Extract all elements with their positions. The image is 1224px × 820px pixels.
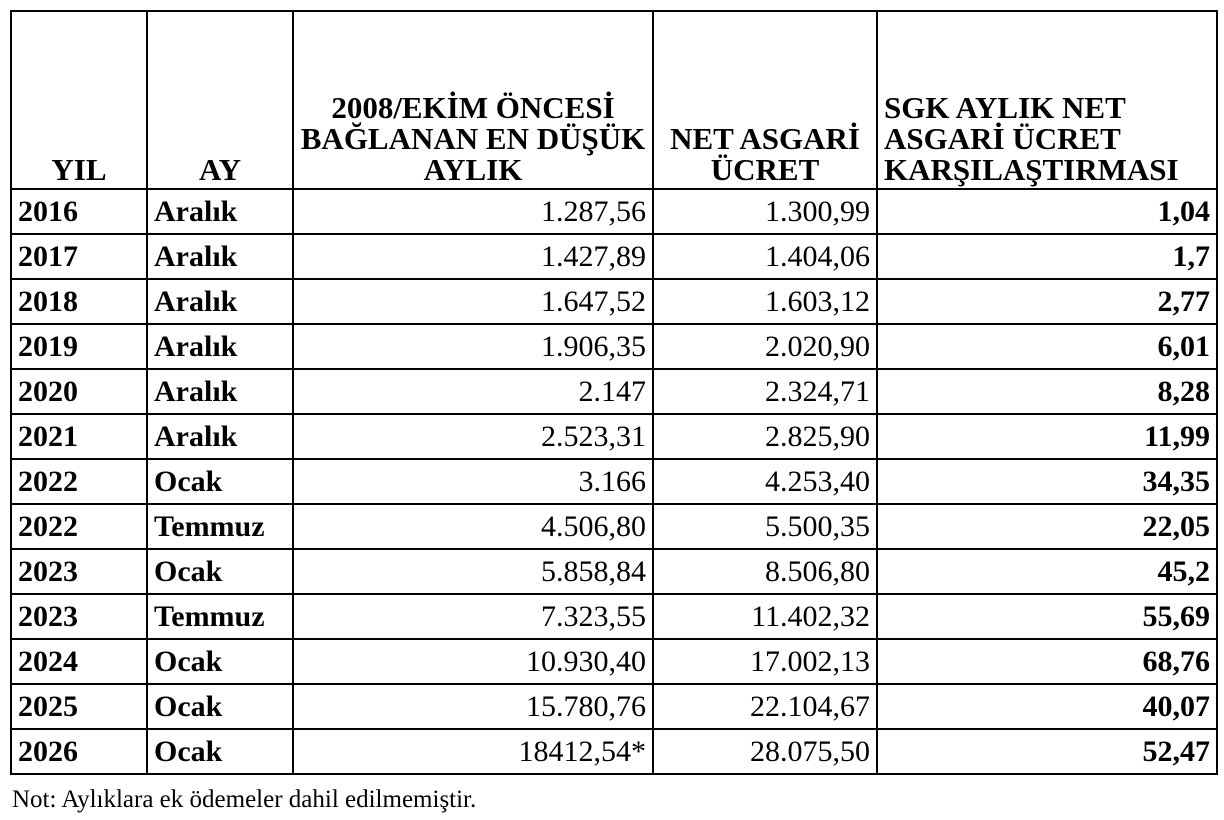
cell-net-minimum-wage: 8.506,80 — [653, 549, 877, 594]
cell-net-minimum-wage: 2.825,90 — [653, 414, 877, 459]
cell-year: 2018 — [11, 279, 147, 324]
cell-year: 2023 — [11, 549, 147, 594]
header-lowest-pension: 2008/EKİM ÖNCESİ BAĞLANAN EN DÜŞÜK AYLIK — [293, 11, 653, 189]
cell-lowest-pension: 1.427,89 — [293, 234, 653, 279]
header-sgk-comparison: SGK AYLIK NET ASGARİ ÜCRET KARŞILAŞTIRMASI — [877, 11, 1217, 189]
cell-lowest-pension: 1.287,56 — [293, 189, 653, 234]
cell-year: 2019 — [11, 324, 147, 369]
cell-lowest-pension: 1.906,35 — [293, 324, 653, 369]
cell-lowest-pension: 5.858,84 — [293, 549, 653, 594]
cell-lowest-pension: 15.780,76 — [293, 684, 653, 729]
table-row — [11, 324, 1217, 369]
cell-month: Ocak — [147, 459, 293, 504]
header-ay: AY — [147, 11, 293, 189]
cell-sgk-comparison: 1,7 — [877, 234, 1217, 279]
cell-sgk-comparison: 40,07 — [877, 684, 1217, 729]
cell-lowest-pension: 4.506,80 — [293, 504, 653, 549]
cell-month: Ocak — [147, 639, 293, 684]
cell-month: Aralık — [147, 324, 293, 369]
cell-sgk-comparison: 2,77 — [877, 279, 1217, 324]
cell-lowest-pension: 10.930,40 — [293, 639, 653, 684]
cell-sgk-comparison: 11,99 — [877, 414, 1217, 459]
cell-year: 2022 — [11, 459, 147, 504]
cell-year: 2017 — [11, 234, 147, 279]
cell-sgk-comparison: 1,04 — [877, 189, 1217, 234]
table-row — [11, 234, 1217, 279]
header-net-minimum-wage: NET ASGARİ ÜCRET — [653, 11, 877, 189]
table-body — [11, 189, 1217, 774]
cell-net-minimum-wage: 17.002,13 — [653, 639, 877, 684]
table-row — [11, 459, 1217, 504]
cell-sgk-comparison: 6,01 — [877, 324, 1217, 369]
cell-lowest-pension: 2.147 — [293, 369, 653, 414]
cell-month: Temmuz — [147, 594, 293, 639]
cell-net-minimum-wage: 1.404,06 — [653, 234, 877, 279]
table-row — [11, 369, 1217, 414]
table-row — [11, 729, 1217, 774]
table-row — [11, 279, 1217, 324]
cell-net-minimum-wage: 2.324,71 — [653, 369, 877, 414]
cell-sgk-comparison: 22,05 — [877, 504, 1217, 549]
cell-year: 2022 — [11, 504, 147, 549]
wage-comparison-table — [10, 10, 1218, 775]
cell-year: 2024 — [11, 639, 147, 684]
cell-net-minimum-wage: 2.020,90 — [653, 324, 877, 369]
cell-year: 2023 — [11, 594, 147, 639]
cell-lowest-pension: 18412,54* — [293, 729, 653, 774]
cell-month: Aralık — [147, 234, 293, 279]
cell-sgk-comparison: 34,35 — [877, 459, 1217, 504]
cell-sgk-comparison: 52,47 — [877, 729, 1217, 774]
cell-net-minimum-wage: 4.253,40 — [653, 459, 877, 504]
cell-month: Aralık — [147, 189, 293, 234]
cell-sgk-comparison: 8,28 — [877, 369, 1217, 414]
cell-month: Ocak — [147, 684, 293, 729]
cell-net-minimum-wage: 5.500,35 — [653, 504, 877, 549]
cell-sgk-comparison: 45,2 — [877, 549, 1217, 594]
table-row — [11, 594, 1217, 639]
cell-lowest-pension: 7.323,55 — [293, 594, 653, 639]
table-row — [11, 504, 1217, 549]
cell-year: 2021 — [11, 414, 147, 459]
cell-month: Ocak — [147, 729, 293, 774]
cell-net-minimum-wage: 22.104,67 — [653, 684, 877, 729]
cell-month: Ocak — [147, 549, 293, 594]
table-row — [11, 639, 1217, 684]
cell-month: Aralık — [147, 414, 293, 459]
cell-year: 2020 — [11, 369, 147, 414]
cell-sgk-comparison: 68,76 — [877, 639, 1217, 684]
cell-lowest-pension: 1.647,52 — [293, 279, 653, 324]
cell-lowest-pension: 2.523,31 — [293, 414, 653, 459]
cell-year: 2025 — [11, 684, 147, 729]
cell-lowest-pension: 3.166 — [293, 459, 653, 504]
cell-net-minimum-wage: 11.402,32 — [653, 594, 877, 639]
header-row — [11, 11, 1217, 189]
cell-net-minimum-wage: 28.075,50 — [653, 729, 877, 774]
table-row — [11, 414, 1217, 459]
cell-year: 2016 — [11, 189, 147, 234]
cell-net-minimum-wage: 1.300,99 — [653, 189, 877, 234]
cell-month: Aralık — [147, 279, 293, 324]
cell-net-minimum-wage: 1.603,12 — [653, 279, 877, 324]
footnote: Not: Aylıklara ek ödemeler dahil edilmemiştir. — [12, 786, 477, 813]
cell-year: 2026 — [11, 729, 147, 774]
header-yil: YIL — [11, 11, 147, 189]
cell-sgk-comparison: 55,69 — [877, 594, 1217, 639]
cell-month: Aralık — [147, 369, 293, 414]
table-row — [11, 684, 1217, 729]
table-row — [11, 549, 1217, 594]
cell-month: Temmuz — [147, 504, 293, 549]
table-row — [11, 189, 1217, 234]
